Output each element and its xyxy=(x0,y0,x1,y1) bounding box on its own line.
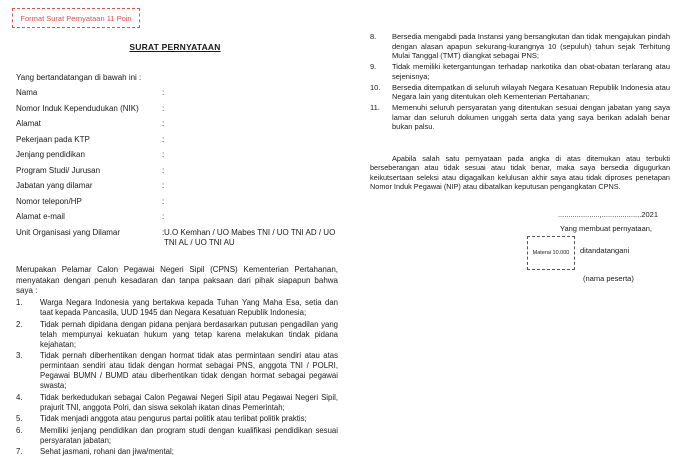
list-item xyxy=(16,426,338,446)
field-label: Nomor Induk Kependudukan (NIK) xyxy=(16,103,139,113)
item-number: 6. xyxy=(16,425,23,435)
field-email: Alamat e-mail : xyxy=(16,212,165,221)
item-text: Memiliki jenjang pendidikan dan program studi dengan kualifikasi pendidikan sesuai persyaratan jabatan; xyxy=(40,425,338,445)
field-jabatan: Jabatan yang dilamar : xyxy=(16,181,165,190)
list-item xyxy=(16,298,338,318)
item-text: Tidak menjadi anggota atau pengurus partai politik atau terlibat politik praktis; xyxy=(40,414,307,423)
list-item xyxy=(16,351,338,391)
field-label: Program Studi/ Jurusan xyxy=(16,165,101,175)
field-label: Jabatan yang dilamar xyxy=(16,181,93,190)
format-label-box: Format Surat Pernyataan 11 Poin xyxy=(12,8,140,28)
field-label: Nomor telepon/HP xyxy=(16,196,82,206)
item-number: 2. xyxy=(16,319,23,329)
field-label: Alamat xyxy=(16,119,41,128)
field-pekerjaan: Pekerjaan pada KTP : xyxy=(16,134,165,144)
field-value: U.O Kemhan / UO Mabes TNI / UO TNI AD / UO TNI AL / UO TNI AU xyxy=(164,227,336,247)
item-text: Sehat jasmani, rohani dan jiwa/mental; xyxy=(40,447,174,456)
field-jenjang: Jenjang pendidikan : xyxy=(16,150,165,159)
list-item xyxy=(370,103,670,132)
item-text: Tidak pernah diberhentikan dengan hormat tidak atas permintaan sendiri atau atas permintaan sendiri atau tidak dengan hormat sebagai PNS, anggota TNI / POLRI, Pegawai BUMN / BUMD atau diberhentikan tidak dengan hormat sebagai pegawai swasta; xyxy=(40,351,338,390)
identity-fields xyxy=(16,88,346,254)
signature-label: ditandatangani xyxy=(580,246,630,255)
statement-list-right xyxy=(370,32,670,133)
item-text: Bersedia mengabdi pada Instansi yang bersangkutan dan tidak mengajukan pindah dengan alasan apapun sekurang-kurangnya 10 (sepuluh) tahun sejak Terhitung Mulai Tanggal (TMT) diangkat sebagai PNS; xyxy=(392,32,670,60)
field-label: Alamat e-mail xyxy=(16,212,65,221)
materai-stamp-box: Materai 10.000 xyxy=(527,236,575,270)
item-number: 11. xyxy=(370,103,380,112)
closing-paragraph: Apabila salah satu pernyataan pada angka di atas ditemukan atau terbukti berseberangan atau tidak sesuai atau tidak benar, maka saya bersedia digugurkan keikutsertaan seleksi atau digagalkan kelulusan akhir saya atau tidak diproses penetapan Nomor Induk Pegawai (NIP) atau dibatalkan keputusan pengangkatan CPNS. xyxy=(370,154,670,192)
list-item xyxy=(370,83,670,102)
item-number: 10. xyxy=(370,82,381,92)
item-number: 3. xyxy=(16,351,23,360)
item-number: 5. xyxy=(16,414,23,423)
field-unit-organisasi: Unit Organisasi yang Dilamar : U.O Kemhan / UO Mabes TNI / UO TNI AD / UO TNI AL / UO TNI AU xyxy=(16,228,346,254)
intro-text: Yang bertandatangan di bawah ini : xyxy=(16,73,142,82)
item-text: Tidak berkedudukan sebagai Calon Pegawai Negeri Sipil atau Pegawai Negeri Sipil, prajurit TNI, anggota Polri, dan siswa sekolah ikatan dinas Pemerintah; xyxy=(40,392,338,412)
list-item xyxy=(16,447,338,457)
list-item xyxy=(16,320,338,350)
field-alamat: Alamat : xyxy=(16,119,165,128)
item-number: 7. xyxy=(16,447,23,456)
field-nama: Nama : xyxy=(16,88,165,97)
item-text: Tidak memiliki ketergantungan terhadap narkotika dan obat-obatan terlarang atau sejenisnya; xyxy=(392,62,670,81)
statement-paragraph: Merupakan Pelamar Calon Pegawai Negeri Sipil (CPNS) Kementerian Pertahanan, menyatakan dengan penuh kesadaran dan tanpa paksaan dari pihak siapapun bahwa saya : xyxy=(16,265,338,295)
participant-name-label: (nama peserta) xyxy=(583,274,634,283)
field-label: Unit Organisasi yang Dilamar xyxy=(16,227,121,237)
item-text: Tidak pernah dipidana dengan pidana penjara berdasarkan putusan pengadilan yang telah mempunyai kekuatan hukum yang tetap karena melakukan tindak pidana kejahatan; xyxy=(40,319,338,349)
list-item xyxy=(16,393,338,413)
field-nik: Nomor Induk Kependudukan (NIK) : xyxy=(16,103,165,113)
field-label: Pekerjaan pada KTP xyxy=(16,134,90,144)
item-text: Memenuhi seluruh persyaratan yang ditentukan sesuai dengan jabatan yang saya lamar dan seluruh dokumen unggah serta data yang saya berikan adalah benar bukan palsu. xyxy=(392,103,670,131)
list-item xyxy=(16,414,338,424)
field-prodi: Program Studi/ Jurusan : xyxy=(16,165,165,175)
date-line: ....................,...................2021 xyxy=(557,210,658,219)
item-text: Bersedia ditempatkan di seluruh wilayah Negara Kesatuan Republik Indonesia atau Negara lain yang ditentukan oleh Kementerian Pertahanan; xyxy=(392,82,670,101)
item-number: 4. xyxy=(16,392,23,402)
document-title: SURAT PERNYATAAN xyxy=(129,42,221,52)
maker-label: Yang membuat pernyataan, xyxy=(560,224,653,233)
list-item xyxy=(370,62,670,81)
item-number: 9. xyxy=(370,62,377,71)
statement-list-left xyxy=(16,298,338,459)
field-label: Nama xyxy=(16,88,38,97)
item-text: Warga Negara Indonesia yang bertakwa kepada Tuhan Yang Maha Esa, setia dan taat kepada Pancasila, UUD 1945 dan Negara Kesatuan Republik Indonesia; xyxy=(40,298,338,317)
list-item xyxy=(370,32,670,61)
field-label: Jenjang pendidikan xyxy=(16,150,85,159)
field-telepon: Nomor telepon/HP : xyxy=(16,196,165,206)
item-number: 1. xyxy=(16,298,23,307)
item-number: 8. xyxy=(370,32,377,41)
